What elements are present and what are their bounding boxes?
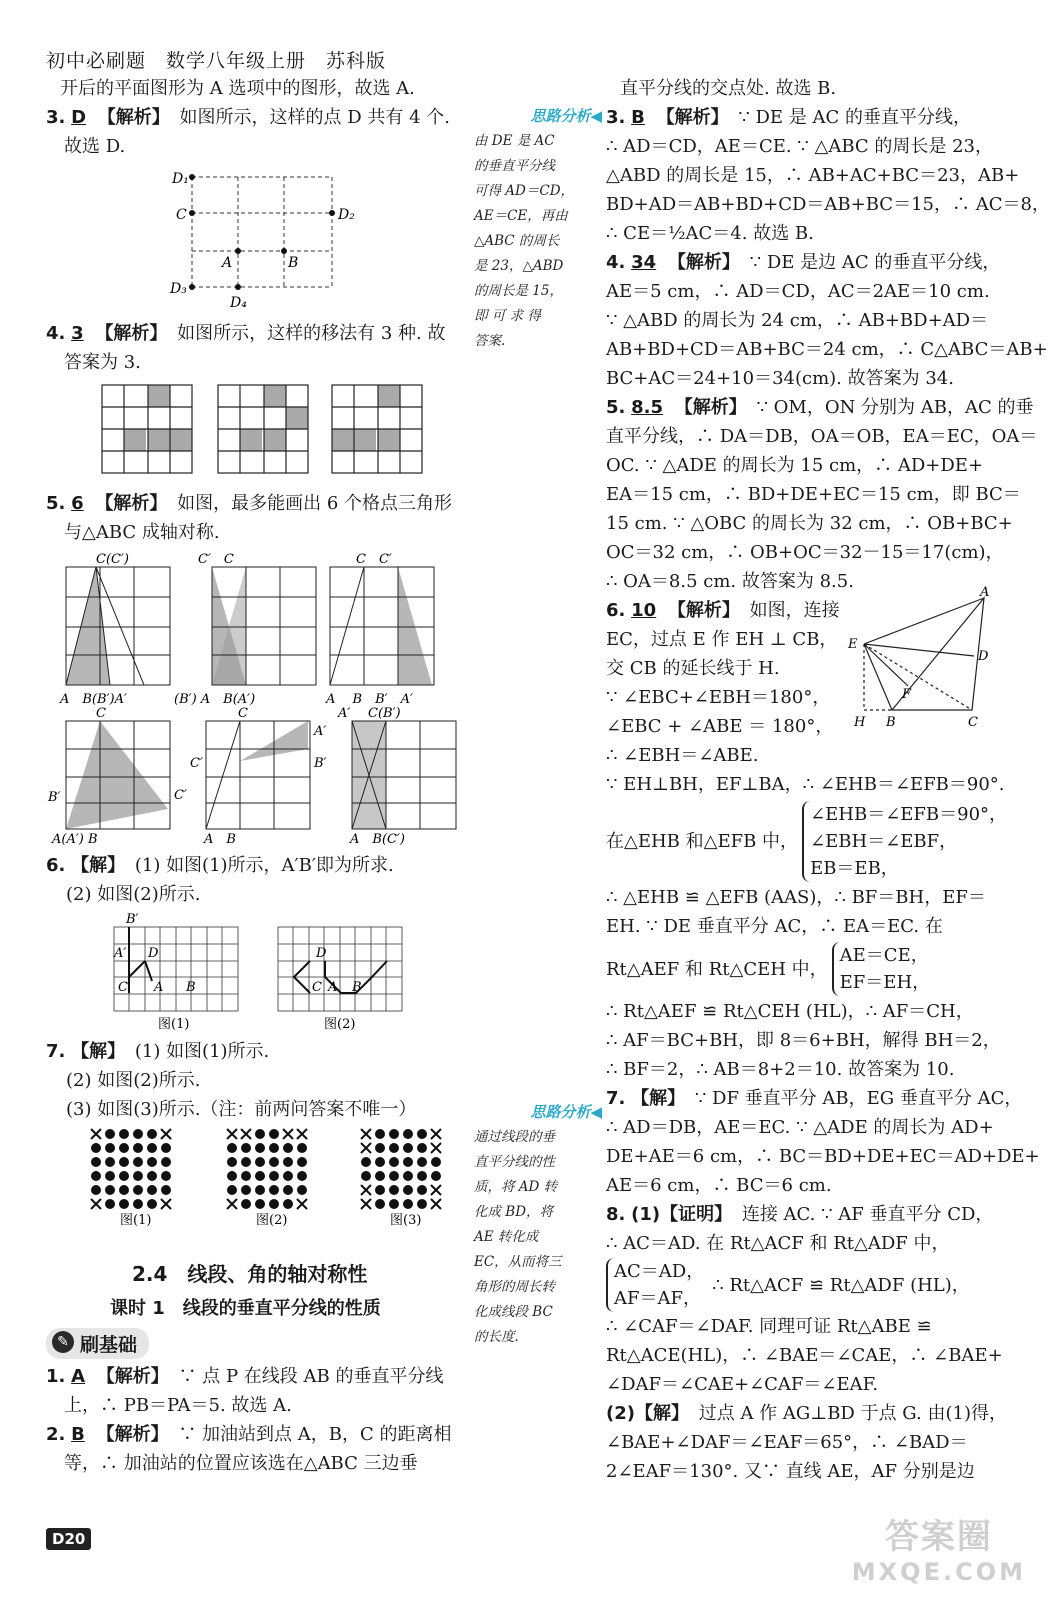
cross-mark <box>361 1143 371 1153</box>
dot <box>227 1157 237 1167</box>
q5-f1-bot: A B(B′)A′ <box>60 692 127 707</box>
q6-r-label-b: B <box>352 980 362 995</box>
dot <box>241 1199 251 1209</box>
r-q6-line10: EH. ∵ DE 垂直平分 AC，∴ EA＝EC. 在 <box>606 916 943 937</box>
r-q4-line2: AE＝5 cm，∴ AD＝CD，AC＝2AE＝10 cm. <box>606 281 990 302</box>
dot <box>389 1143 399 1153</box>
cross-mark <box>431 1129 441 1139</box>
r-q8-line1: 8. (1)【证明】 连接 AC. ∵ AF 垂直平分 CD， <box>606 1204 994 1225</box>
q3-line1: 3. D 【解析】 如图所示，这样的点 D 共有 4 个. <box>46 107 451 128</box>
b1-line2: 上，∴ PB＝PA＝5. 故选 A. <box>64 1395 292 1416</box>
q5-f5-bot: A B <box>204 832 236 847</box>
r-q4-line3: ∵ △ABD 的周长为 24 cm，∴ AB+BD+AD＝ <box>606 310 989 331</box>
q6-fig-h: H <box>854 715 866 730</box>
r-q6-line4: ∵ ∠EBC+∠EBH＝180°， <box>606 687 831 708</box>
q5-f6-bot: A B(C′) <box>350 832 405 847</box>
r-q6-line3: 交 CB 的延长线于 H. <box>606 658 780 679</box>
dot <box>375 1185 385 1195</box>
q5-f5-a: A′ <box>314 724 327 739</box>
r-q6-head <box>606 585 1000 770</box>
r-q5-line3: OC. ∵ △ADE 的周长为 15 cm，∴ AD+DE+ <box>606 455 984 476</box>
dot <box>375 1199 385 1209</box>
dot <box>403 1157 413 1167</box>
r-q3-line4: BD+AD＝AB+BD+CD＝AB+BC＝15，∴ AC＝8， <box>606 194 1050 215</box>
dot <box>431 1157 441 1167</box>
q6-fig-c: C <box>968 715 978 730</box>
r-q3-line1: 3. B 【解析】 ∵ DE 是 AC 的垂直平分线， <box>606 107 971 128</box>
dot <box>297 1143 307 1153</box>
cross-mark <box>227 1129 237 1139</box>
dot <box>241 1143 251 1153</box>
dot <box>375 1157 385 1167</box>
mid2-line: AE 转化成 <box>474 1229 539 1245</box>
q6-label-b1: B′ <box>126 912 139 927</box>
dot <box>269 1143 279 1153</box>
cross-mark <box>161 1199 171 1209</box>
mid2-line: 质，将 AD 转 <box>474 1179 558 1195</box>
mid2-line: 角形的周长转 <box>474 1279 555 1295</box>
pencil-icon: ✎ <box>52 1331 74 1353</box>
cross-mark <box>297 1199 307 1209</box>
q6-caption-1: 图(1) <box>158 1017 190 1032</box>
dot <box>269 1129 279 1139</box>
dot <box>389 1171 399 1181</box>
r-q6-line6: ∴ ∠EBH＝∠ABE. <box>606 745 759 766</box>
mid1-line: △ABC 的周长 <box>474 233 560 249</box>
dot <box>119 1199 129 1209</box>
q7-dot-figures <box>46 1128 466 1228</box>
left-column <box>46 74 466 1232</box>
q6-r-label-a: A <box>328 980 338 995</box>
q3-line2: 故选 D. <box>64 136 126 157</box>
r-q5-line2: 直平分线，∴ DA＝DB，OA＝OB，EA＝EC，OA＝ <box>606 426 1038 447</box>
mid2-line: 化成 BD，将 <box>474 1204 554 1220</box>
dot <box>417 1157 427 1167</box>
r-q8-system: AC＝AD， AF＝AF， ∴ Rt△ACF ≌ Rt△ADF (HL)， <box>606 1258 1000 1312</box>
dot <box>389 1185 399 1195</box>
mid1-line: 由 DE 是 AC <box>474 133 555 149</box>
label-d1: D₁ <box>172 171 189 187</box>
dot <box>431 1171 441 1181</box>
dot <box>161 1157 171 1167</box>
cross-mark <box>431 1185 441 1195</box>
r-q6-line5: ∠EBC + ∠ABE ＝ 180°， <box>606 716 834 737</box>
dot <box>403 1199 413 1209</box>
q5-f2-bot: (B′) A B(A′) <box>174 692 256 707</box>
q6-fig-a: A <box>980 585 990 600</box>
cross-mark <box>161 1129 171 1139</box>
cross-mark <box>91 1129 101 1139</box>
dot <box>417 1199 427 1209</box>
dot <box>105 1143 115 1153</box>
dot <box>147 1185 157 1195</box>
q6-geometry-figure <box>844 586 1000 736</box>
cross-mark <box>91 1199 101 1209</box>
dot <box>91 1143 101 1153</box>
page-number: D20 <box>46 1528 91 1550</box>
r-q3-line2: ∴ AD＝CD，AE＝CE. ∵ △ABC 的周长是 23， <box>606 136 993 157</box>
dot <box>389 1129 399 1139</box>
r-q7-line4: AE＝6 cm，∴ BC＝6 cm. <box>606 1175 832 1196</box>
dot <box>227 1143 237 1153</box>
q5-f1-top: C(C′) <box>96 552 129 567</box>
dot <box>403 1129 413 1139</box>
mid1-line: 可得 AD＝CD， <box>474 183 575 199</box>
dot <box>241 1185 251 1195</box>
dot <box>119 1171 129 1181</box>
continued-text: 开后的平面图形为 A 选项中的图形，故选 A. <box>60 78 415 99</box>
dot <box>297 1157 307 1167</box>
dot <box>91 1157 101 1167</box>
dot <box>255 1157 265 1167</box>
r-q8-line5: Rt△ACE(HL)，∴ ∠BAE＝∠CAE，∴ ∠BAE+ <box>606 1345 1003 1366</box>
dot <box>227 1171 237 1181</box>
q5-f4-c: C′ <box>174 788 187 803</box>
dot <box>161 1185 171 1195</box>
mid1-line: 答案. <box>474 333 506 349</box>
lesson-title: 课时 1 线段的垂直平分线的性质 <box>110 1298 381 1319</box>
q6-fig-f: F <box>902 687 912 702</box>
r-q8-line6: ∠DAF＝∠CAE+∠CAF＝∠EAF. <box>606 1374 879 1395</box>
side-note-1: 思路分析◀ 由 DE 是 AC 的垂直平分线 可得 AD＝CD， AE＝CE，再由 △ABC 的周长 是 23，△ABD 的周长是 15， 即 可 求 得 答案. <box>474 104 602 354</box>
r-q6-system1: 在△EHB 和△EFB 中， ∠EHB＝∠EFB＝90°， ∠EBH＝∠EBF， EB＝EB， <box>606 799 1000 883</box>
r-q6-line12: ∴ Rt△AEF ≌ Rt△CEH (HL)，∴ AF＝CH， <box>606 1001 974 1022</box>
dot <box>255 1171 265 1181</box>
q6-fig-d: D <box>978 649 989 664</box>
dot <box>105 1199 115 1209</box>
q5-f2-top: C′ C <box>198 552 234 567</box>
q3-grid-figure <box>46 165 466 315</box>
dot <box>133 1129 143 1139</box>
dot <box>255 1129 265 1139</box>
q5-triangle-figures <box>46 551 466 847</box>
dot <box>283 1185 293 1195</box>
q5-f5-b: B′ <box>314 756 327 771</box>
dot <box>133 1185 143 1195</box>
r-q7-line3: DE+AE＝6 cm，∴ BC＝BD+DE+EC＝AD+DE+ <box>606 1146 1040 1167</box>
q5-f5-c: C′ <box>190 756 203 771</box>
dot <box>375 1143 385 1153</box>
q6-line1: 6. 【解】 (1) 如图(1)所示，A′B′即为所求. <box>46 855 394 876</box>
q5-f3-bot: A B B′ A′ <box>326 692 413 707</box>
dot <box>283 1199 293 1209</box>
dot <box>133 1171 143 1181</box>
q5-f4-bot: A(A′) B <box>52 832 98 847</box>
dot <box>297 1185 307 1195</box>
q5-f6-top: C(B′) <box>368 706 401 721</box>
dot <box>255 1199 265 1209</box>
dot <box>241 1171 251 1181</box>
r-q6-line14: ∴ BF＝2，∴ AB＝8+2＝10. 故答案为 10. <box>606 1059 955 1080</box>
r-q3-line3: △ABD 的周长是 15，∴ AB+AC+BC＝23，AB+ <box>606 165 1020 186</box>
watermark-logo: 答案圈 MXQE.COM <box>851 1517 1026 1586</box>
q6-label-a: A <box>154 980 164 995</box>
label-d2: D₂ <box>338 207 355 223</box>
r-q3-line5: ∴ CE＝½AC＝4. 故选 B. <box>606 223 814 244</box>
dot <box>105 1185 115 1195</box>
mid1-line: AE＝CE，再由 <box>474 208 568 224</box>
cross-mark <box>431 1143 441 1153</box>
q4-line2: 答案为 3. <box>64 352 141 373</box>
dot <box>417 1129 427 1139</box>
label-d4: D₄ <box>230 295 247 311</box>
cross-mark <box>361 1185 371 1195</box>
q7-line3: (3) 如图(3)所示.（注：前两问答案不唯一） <box>66 1099 417 1120</box>
dot <box>119 1143 129 1153</box>
cross-mark <box>283 1129 293 1139</box>
dot <box>133 1157 143 1167</box>
cross-mark <box>361 1129 371 1139</box>
q6-line2: (2) 如图(2)所示. <box>66 884 201 905</box>
r-q6-line2: EC，过点 E 作 EH ⊥ CB， <box>606 629 838 650</box>
dot <box>375 1129 385 1139</box>
q6-label-c: C <box>118 980 128 995</box>
mid2-line: EC，从而将三 <box>474 1254 562 1270</box>
q6-label-a1: A′ <box>114 946 127 961</box>
cross-mark <box>227 1199 237 1209</box>
dot <box>269 1199 279 1209</box>
r-q4-line5: BC+AC＝24+10＝34(cm). 故答案为 34. <box>606 368 954 389</box>
dot <box>105 1157 115 1167</box>
r-q5-line1: 5. 8.5 【解析】 ∵ OM，ON 分别为 AB，AC 的垂 <box>606 397 1034 418</box>
q4-grid-figures <box>46 381 466 485</box>
r-q8-line7: (2)【解】 过点 A 作 AG⊥BD 于点 G. 由(1)得， <box>606 1403 1007 1424</box>
dot <box>161 1143 171 1153</box>
q7-line1: 7. 【解】 (1) 如图(1)所示. <box>46 1041 270 1062</box>
dot <box>269 1171 279 1181</box>
section-title: 2.4 线段、角的轴对称性 <box>132 1262 368 1286</box>
mid2-line: 的长度. <box>474 1329 519 1345</box>
dot <box>133 1143 143 1153</box>
dot <box>255 1143 265 1153</box>
mid2-line: 直平分线的性 <box>474 1154 555 1170</box>
q6-grid-figures <box>46 913 466 1033</box>
q6-fig-e: E <box>848 637 858 652</box>
dot <box>403 1171 413 1181</box>
q7-caption-1: 图(1) <box>120 1213 152 1228</box>
dot <box>403 1185 413 1195</box>
r-q5-line4: EA＝15 cm，∴ BD+DE+EC＝15 cm，即 BC＝ <box>606 484 1021 505</box>
label-b: B <box>288 255 299 271</box>
q5-f3-top: C C′ <box>356 552 392 567</box>
dot <box>375 1171 385 1181</box>
side-note-2: 思路分析◀ 通过线段的垂 直平分线的性 质，将 AD 转 化成 BD，将 AE 转化成 EC，从而将三 角形的周长转 化成线段 BC 的长度. <box>474 1100 602 1350</box>
dot <box>283 1157 293 1167</box>
dot <box>91 1171 101 1181</box>
q7-caption-3: 图(3) <box>390 1213 422 1228</box>
q6-caption-2: 图(2) <box>324 1017 356 1032</box>
r-q8-line8: ∠BAE+∠DAF＝∠EAF＝65°，∴ ∠BAD＝ <box>606 1432 968 1453</box>
dot <box>147 1129 157 1139</box>
r-q8-line2: ∴ AC＝AD. 在 Rt△ACF 和 Rt△ADF 中， <box>606 1233 950 1254</box>
dot <box>105 1129 115 1139</box>
label-c: C <box>176 207 187 223</box>
q5-f4-top: C <box>96 706 106 721</box>
r-q8-line9: 2∠EAF＝130°. 又∵ 直线 AE，AF 分别是边 <box>606 1461 975 1482</box>
mid1-line: 是 23，△ABD <box>474 258 564 274</box>
q5-f4-b: B′ <box>48 790 61 805</box>
dot <box>417 1185 427 1195</box>
b2-line1: 2. B 【解析】 ∵ 加油站到点 A，B，C 的距离相 <box>46 1424 452 1445</box>
dot <box>417 1143 427 1153</box>
dot <box>147 1143 157 1153</box>
dot <box>417 1171 427 1181</box>
cross-mark <box>361 1199 371 1209</box>
b1-line1: 1. A 【解析】 ∵ 点 P 在线段 AB 的垂直平分线 <box>46 1366 444 1387</box>
r-q7-line1: 7. 【解】 ∵ DF 垂直平分 AB，EG 垂直平分 AC， <box>606 1088 1023 1109</box>
q6-fig-b: B <box>886 715 896 730</box>
r-q6-line7: ∵ EH⊥BH，EF⊥BA，∴ ∠EHB＝∠EFB＝90°. <box>606 774 1005 795</box>
dot <box>119 1157 129 1167</box>
mid1-line: 的垂直平分线 <box>474 158 555 174</box>
right-column <box>606 74 1050 1486</box>
r-q5-line7: ∴ OA＝8.5 cm. 故答案为 8.5. <box>606 571 854 592</box>
dot <box>91 1185 101 1195</box>
r-q8-line4: ∴ ∠CAF＝∠DAF. 同理可证 Rt△ABE ≌ <box>606 1316 932 1337</box>
basics-block <box>46 1362 466 1478</box>
dot <box>269 1157 279 1167</box>
dot <box>147 1199 157 1209</box>
dot <box>361 1157 371 1167</box>
q5-line2: 与△ABC 成轴对称. <box>64 522 220 543</box>
mid2-line: 化成线段 BC <box>474 1304 553 1320</box>
mid1-line: 即 可 求 得 <box>474 308 541 324</box>
dot <box>389 1157 399 1167</box>
dot <box>255 1185 265 1195</box>
label-a: A <box>222 255 233 271</box>
cross-mark <box>297 1129 307 1139</box>
basics-badge: ✎ 刷基础 <box>46 1328 149 1359</box>
q4-line1: 4. 3 【解析】 如图所示，这样的移法有 3 种. 故 <box>46 323 446 344</box>
dot <box>269 1185 279 1195</box>
dot <box>147 1157 157 1167</box>
dot <box>105 1171 115 1181</box>
cross-mark <box>241 1129 251 1139</box>
dot <box>133 1199 143 1209</box>
r-q7-line2: ∴ AD＝DB，AE＝EC. ∵ △ADE 的周长为 AD+ <box>606 1117 994 1138</box>
q6-r-label-c: C <box>312 980 322 995</box>
label-d3: D₃ <box>170 281 187 297</box>
r-q5-line5: 15 cm. ∵ △OBC 的周长为 32 cm，∴ OB+BC+ <box>606 513 1013 534</box>
q6-r-label-d: D <box>316 946 327 961</box>
r-q4-line4: AB+BD+CD＝AB+BC＝24 cm，∴ C△ABC＝AB+ <box>606 339 1048 360</box>
dot <box>403 1143 413 1153</box>
dot <box>283 1171 293 1181</box>
page-header: 初中必刷题 数学八年级上册 苏科版 <box>46 50 387 72</box>
dot <box>161 1171 171 1181</box>
q5-f6-a: A′ <box>338 706 351 721</box>
mid1-line: 的周长是 15， <box>474 283 563 299</box>
r-q6-line9: ∴ △EHB ≌ △EFB (AAS)，∴ BF＝BH，EF＝ <box>606 887 986 908</box>
r-continued: 直平分线的交点处. 故选 B. <box>620 78 837 99</box>
dot <box>283 1143 293 1153</box>
q5-line1: 5. 6 【解析】 如图，最多能画出 6 个格点三角形 <box>46 493 453 514</box>
dot <box>389 1199 399 1209</box>
q7-caption-2: 图(2) <box>256 1213 288 1228</box>
mid2-line: 通过线段的垂 <box>474 1129 555 1145</box>
dot <box>227 1185 237 1195</box>
dot <box>119 1129 129 1139</box>
dot <box>361 1171 371 1181</box>
b2-line2: 等，∴ 加油站的位置应该选在△ABC 三边垂 <box>64 1453 418 1474</box>
q5-f5-top: C <box>238 706 248 721</box>
q6-label-d: D <box>148 946 159 961</box>
dot <box>147 1171 157 1181</box>
r-q5-line6: OC＝32 cm，∴ OB+OC＝32－15＝17(cm)， <box>606 542 1004 563</box>
dot <box>119 1185 129 1195</box>
r-q6-line1: 6. 10 【解析】 如图，连接 <box>606 600 840 621</box>
dot <box>297 1171 307 1181</box>
r-q4-line1: 4. 34 【解析】 ∵ DE 是边 AC 的垂直平分线， <box>606 252 1001 273</box>
r-q6-system2: Rt△AEF 和 Rt△CEH 中， AE＝CE， EF＝EH， <box>606 941 1000 997</box>
q7-line2: (2) 如图(2)所示. <box>66 1070 201 1091</box>
cross-mark <box>431 1199 441 1209</box>
dot <box>241 1157 251 1167</box>
q6-label-b: B <box>186 980 196 995</box>
r-q6-line13: ∴ AF＝BC+BH，即 8＝6+BH，解得 BH＝2， <box>606 1030 1001 1051</box>
